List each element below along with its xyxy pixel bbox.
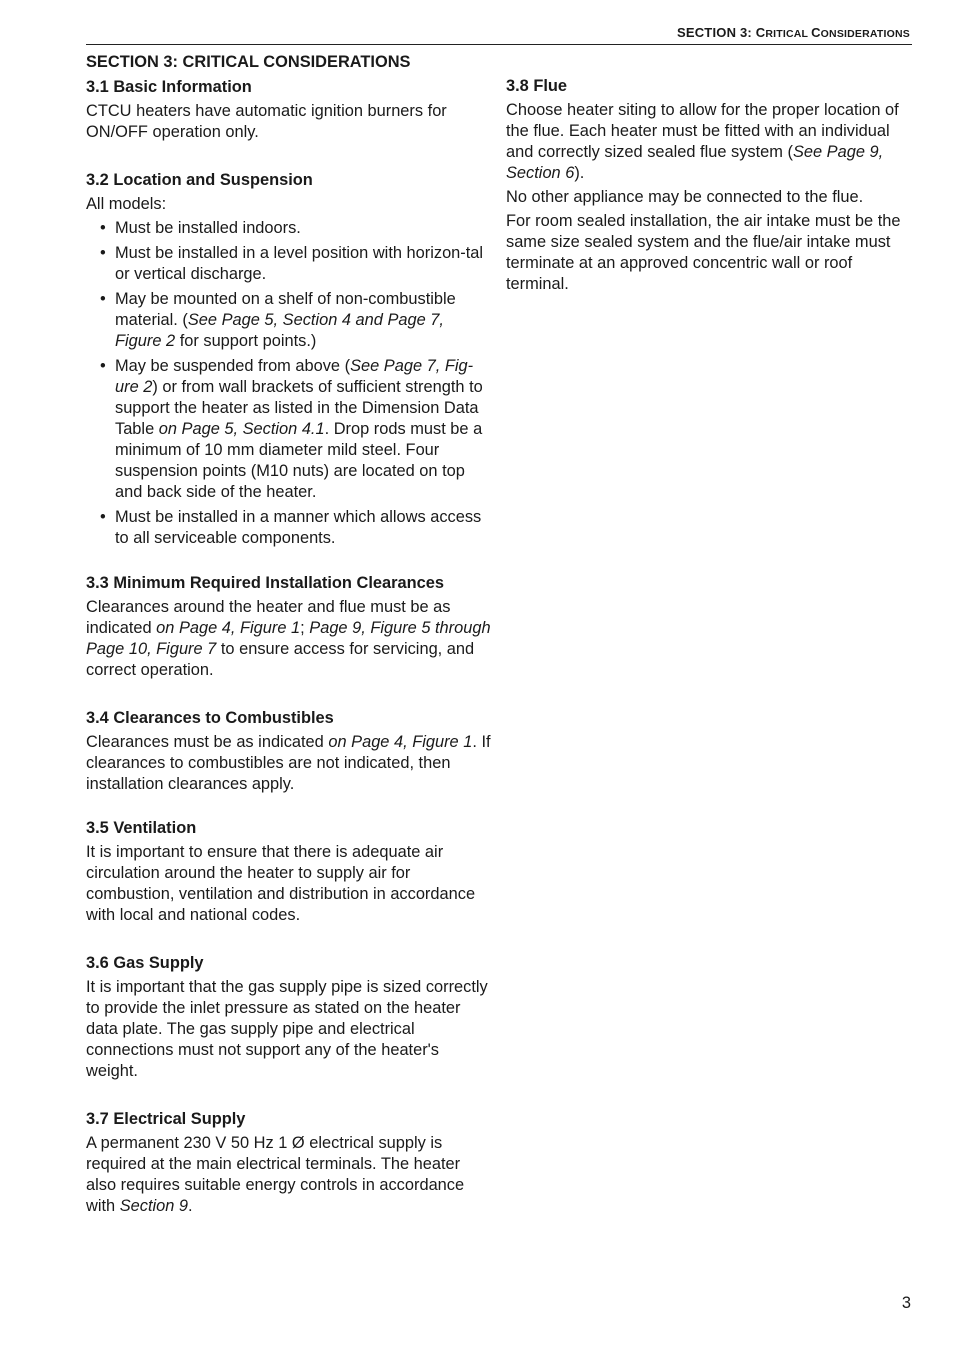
paragraph-3-2-intro: All models:: [86, 195, 167, 213]
heading-3-5: 3.5 Ventilation: [86, 819, 197, 837]
running-header: [677, 25, 910, 40]
paragraph-3-4: Clearances must be as indicated on Page 4, Figure 1. If clearances to combustibles are not indicated, then installation clearances apply.: [86, 733, 491, 793]
heading-3-7: 3.7 Electrical Supply: [86, 1110, 246, 1128]
cross-reference: on Page 4, Figure 1: [156, 619, 301, 637]
heading-3-6: 3.6 Gas Supply: [86, 954, 204, 972]
header-title-small: RITICAL: [765, 28, 812, 40]
cross-reference: See Page 9, Section 6: [506, 143, 884, 182]
paragraph-3-3: Clearances around the heater and flue must be as indicated on Page 4, Figure 1; Page 9, Figure 5 through Page 10, Figure 7 to ensure access for servicing, and correct operation.: [86, 598, 491, 679]
page-number: 3: [901, 1294, 911, 1312]
paragraph-3-8-2: No other appliance may be connected to the flue.: [506, 188, 864, 206]
paragraph-3-7: A permanent 230 V 50 Hz 1 Ø electrical supply is required at the main electrical terminals. The heater also requires suitable energy controls in accordance with Section 9.: [86, 1134, 465, 1215]
heading-3-4: 3.4 Clearances to Combustibles: [86, 709, 334, 727]
header-title-small: ONSIDERATIONS: [820, 28, 910, 40]
list-item: • May be suspended from above (See Page 7, Fig-ure 2) or from wall brackets of sufficient strength to support the heater as listed in the Dimension Data Table on Page 5, Section 4.1. Drop rods must be a minimum of 10 mm diameter mild steel. Four suspension points (M10 nuts) are located on top and back side of the heater.: [86, 356, 494, 503]
list-item: • Must be installed indoors.: [86, 218, 494, 239]
paragraph-3-6: It is important that the gas supply pipe is sized correctly to provide the inlet pressure as stated on the heater data plate. The gas supply pipe and electrical connections must not support any of the heater's weight.: [86, 978, 488, 1080]
list-item: • Must be installed in a manner which allows access to all serviceable components.: [86, 507, 494, 549]
heading-3-8: 3.8 Flue: [506, 77, 568, 95]
header-section-label: SECTION 3:: [676, 25, 756, 40]
heading-3-3: 3.3 Minimum Required Installation Clearances: [86, 574, 444, 592]
cross-reference: Page 9, Figure 5 through Page 10, Figure 7: [86, 619, 491, 658]
paragraph-3-8-1: Choose heater siting to allow for the proper location of the flue. Each heater must be fitted with an individual and correctly sized sealed flue system (See Page 9, Section 6).: [506, 101, 899, 182]
cross-reference: See Page 7, Fig-ure 2: [115, 357, 474, 396]
left-column: [86, 52, 494, 1220]
cross-reference: See Page 5, Section 4 and Page 7, Figure 2: [115, 311, 444, 350]
right-column: [506, 76, 912, 298]
header-title-cap: C: [755, 25, 766, 40]
paragraph-3-5: It is important to ensure that there is adequate air circulation around the heater to supply air for combustion, ventilation and distribution in accordance with local and national codes.: [86, 843, 476, 924]
header-title-cap: C: [811, 25, 821, 40]
page-title: SECTION 3: CRITICAL CONSIDERATIONS: [86, 53, 411, 71]
cross-reference: on Page 4, Figure 1: [328, 733, 473, 751]
bullet-list-3-2: [86, 218, 494, 549]
heading-3-2: 3.2 Location and Suspension: [86, 171, 313, 189]
heading-3-1: 3.1 Basic Information: [86, 78, 252, 96]
cross-reference: on Page 5, Section 4.1: [158, 420, 325, 438]
cross-reference: Section 9: [119, 1197, 189, 1215]
paragraph-3-8-3: For room sealed installation, the air intake must be the same size sealed system and the flue/air intake must terminate at an approved concentric wall or roof terminal.: [506, 212, 901, 293]
header-rule: [86, 44, 912, 45]
paragraph-3-1: CTCU heaters have automatic ignition burners for ON/OFF operation only.: [86, 102, 447, 141]
list-item: • Must be installed in a level position with horizon-tal or vertical discharge.: [86, 243, 494, 285]
list-item: • May be mounted on a shelf of non-combustible material. (See Page 5, Section 4 and Page 7, Figure 2 for support points.): [86, 289, 494, 352]
